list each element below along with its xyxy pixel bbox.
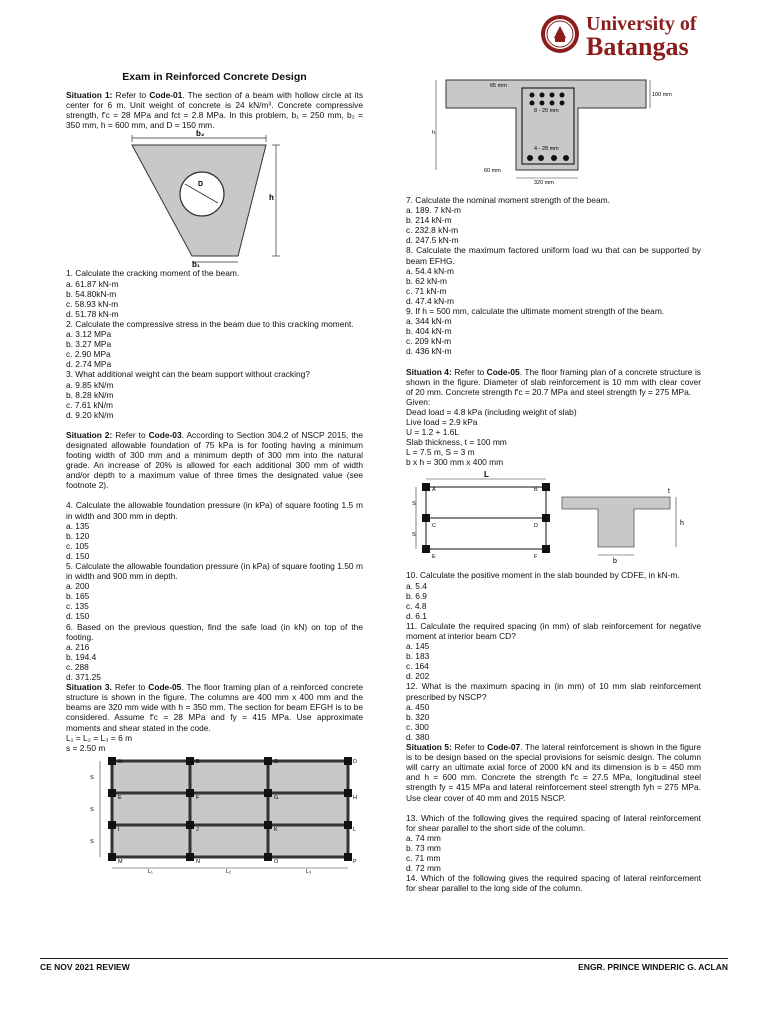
situation2-text: Situation 2: Refer to Code-03. According to Section 304.2 of NSCP 2015, the designated allowable foundation of 75 kPa is for footing having a minimum footing width of 300 mm and a minimum depth of 300 mm into the natural grade. An increase of 20% is allowed for each additional 300 mm of width and/or depth to a maximum value of three times the designated value (see footnote 2).: [66, 429, 363, 491]
svg-text:B: B: [196, 758, 200, 765]
svg-text:I: I: [118, 826, 120, 833]
beam-cross-section-figure: [406, 78, 701, 190]
svg-text:H: H: [353, 794, 357, 801]
svg-text:B: B: [534, 487, 538, 494]
svg-text:G: G: [274, 794, 279, 801]
hollow-beam-section-figure: [66, 130, 363, 268]
situation4-questions: 10. Calculate the positive moment in the slab bounded by CDFE, in kN-m. a. 5.4 b. 6.9 c. 4.8 d. 6.1 11. Calculate the required spacing (in mm) of slab reinforcement for negative moment at interior beam CD? a. 145 b. 183 c. 164 d. 202 12. What is the maximum spacing in (in mm) of 10 mm slab reinforcement prescribed by NSCP? a. 450 b. 320 c. 300 d. 380: [406, 570, 701, 742]
svg-text:P: P: [353, 858, 357, 865]
svg-text:100 mm: 100 mm: [652, 92, 672, 98]
svg-text:A: A: [118, 758, 122, 765]
exam-title: Exam in Reinforced Concrete Design: [122, 71, 307, 83]
svg-text:D: D: [534, 523, 538, 530]
svg-text:L₂: L₂: [226, 868, 232, 875]
situation1-questions: 1. Calculate the cracking moment of the beam. a. 61.87 kN-m b. 54.80kN-m c. 58.93 kN-m d. 51.78 kN-m 2. Calculate the compressive stress in the beam due to this cracking moment. a. 3.12 MPa b. 3.27 MPa c. 2.90 MPa d. 2.74 MPa 3. What additional weight can the beam support without cracking? a. 9.85 kN/m b. 8.28 kN/m c. 7.61 kN/m d. 9.20 kN/m: [66, 268, 354, 420]
right-column: [406, 78, 701, 893]
svg-text:L₁: L₁: [148, 868, 153, 875]
left-column: [66, 72, 363, 875]
situation5-questions: 13. Which of the following gives the required spacing of lateral reinforcement for shear parallel to the short side of the column. a. 74 mm b. 73 mm c. 71 mm d. 72 mm 14. Which of the following gives the required spacing of lateral reinforcement for shear parallel to the long side of the column.: [406, 812, 701, 894]
svg-text:t: t: [668, 488, 670, 496]
svg-text:A: A: [432, 487, 436, 494]
svg-text:F: F: [534, 554, 538, 561]
svg-text:60 mm: 60 mm: [484, 168, 501, 174]
university-name-line2: Batangas: [586, 32, 689, 61]
svg-text:J: J: [196, 826, 199, 833]
situation1-text: Situation 1: Refer to Code-01. The section of a beam with hollow circle at its center for 6 m. Unit weight of concrete is 24 kN/m³. Concrete compressive strength, f'c = 28 MPa and fct = 2.8 MPa. In this problem, b₁ = 250 mm, b₂ = 350 mm, h = 600 mm, and D = 150 mm.: [66, 90, 364, 131]
situation5-text: Situation 5: Refer to Code-07. The lateral reinforcement is shown in the figure is to be design based on the special provisions for seismic design. The column will carry an ultimate axial force of 2000 kN and its dimension is b = 450 mm and h = 600 mm. Concrete the strength f'c = 27.5 MPa, longitudinal steel strength fy = 415 MPa and lateral reinforcement steel strength fyh = 275 MPa. Use clear cover of 40 mm and 2015 NSCP.: [406, 742, 701, 803]
svg-text:S: S: [412, 532, 416, 539]
svg-text:S: S: [90, 838, 94, 845]
svg-text:h: h: [432, 130, 436, 136]
svg-text:h: h: [680, 520, 684, 528]
svg-text:L: L: [484, 470, 489, 480]
svg-text:S: S: [90, 806, 94, 813]
situation2-questions: 4. Calculate the allowable foundation pressure (in kPa) of square footing 1.5 m in width and 300 mm in depth. a. 135 b. 120 c. 105 d. 150 5. Calculate the allowable foundation pressure (in kPa) of square footing 1.50 m in width and 900 mm in depth. a. 200 b. 165 c. 135 d. 150 6. Based on the previous question, find the safe load (in kN) on top of the footing. a. 216 b. 194.4 c. 288 d. 371.25: [66, 500, 363, 683]
label-h: h: [269, 193, 274, 203]
svg-text:C: C: [432, 523, 436, 530]
situation4-given: Given: Dead load = 4.8 kPa (including weight of slab) Live load = 2.9 kPa U = 1.2 + 1.6L Slab thickness, t = 100 mm L = 7.5 m, S = 3 m b x h = 300 mm x 400 mm: [406, 396, 577, 468]
svg-text:M: M: [118, 858, 123, 865]
situation3-questions: 7. Calculate the nominal moment strength of the beam. a. 189. 7 kN-m b. 214 kN-m c. 232.8 kN-m d. 247.5 kN-m 8. Calculate the maximum factored uniform load wu that can be supported by beam EFHG. a. 54.4 kN-m b. 62 kN-m c. 71 kN-m d. 47.4 kN-m 9. If h = 500 mm, calculate the ultimate moment strength of the beam. a. 344 kN-m b. 404 kN-m c. 209 kN-m d. 436 kN-m: [406, 195, 701, 357]
svg-text:4 - 28 mm: 4 - 28 mm: [534, 146, 559, 152]
svg-text:O: O: [274, 858, 279, 865]
situation3-line1: L₁ = L₂ = L₃ = 6 m: [66, 732, 133, 743]
situation3-text: Situation 3. Refer to Code-05. The floor framing plan of a reinforced concrete structure is shown in the figure. The columns are 400 mm x 400 mm and the beams are 320 mm wide with h = 350 mm. The section for beam EFGH is to be considered. Assume f'c = 28 MPa and fy = 415 MPa. Use approximate moments and shear stated in the code.: [66, 682, 363, 733]
label-D: D: [198, 181, 204, 189]
svg-text:S: S: [90, 774, 94, 781]
situation4-text: Situation 4: Refer to Code-05. The floor framing plan of a concrete structure is shown in the figure. Diameter of slab reinforcement is 10 mm with clear cover of 20 mm. Concrete strength f'c = 20.7 MPa and steel strength fy = 275 MPa.: [406, 366, 701, 397]
label-b2: b₂: [196, 130, 205, 139]
label-b1: b₁: [192, 260, 201, 269]
svg-text:F: F: [196, 794, 200, 801]
footer-right: ENGR. PRINCE WINDERIC G. ACLAN: [578, 962, 728, 972]
situation3-line2: s = 2.50 m: [66, 742, 106, 753]
svg-text:L: L: [353, 826, 357, 833]
svg-text:65 mm: 65 mm: [490, 83, 507, 89]
svg-text:E: E: [432, 554, 436, 561]
svg-text:D: D: [353, 758, 357, 765]
svg-text:L₃: L₃: [306, 868, 312, 875]
footer-left: CE NOV 2021 REVIEW: [40, 962, 130, 972]
svg-text:S: S: [412, 501, 416, 508]
svg-text:8 - 20 mm: 8 - 20 mm: [534, 108, 559, 114]
svg-text:N: N: [196, 858, 200, 865]
svg-text:320 mm: 320 mm: [534, 180, 554, 186]
university-seal-logo: [540, 14, 580, 54]
svg-text:b: b: [613, 558, 617, 566]
svg-text:C: C: [274, 758, 278, 765]
svg-text:K: K: [274, 826, 278, 833]
floor-framing-plan-figure: [66, 757, 363, 875]
slab-plan-and-tee-figure: [406, 469, 701, 565]
footer-divider: [40, 958, 728, 959]
university-name-line1: University of: [586, 13, 697, 35]
svg-text:E: E: [118, 794, 122, 801]
